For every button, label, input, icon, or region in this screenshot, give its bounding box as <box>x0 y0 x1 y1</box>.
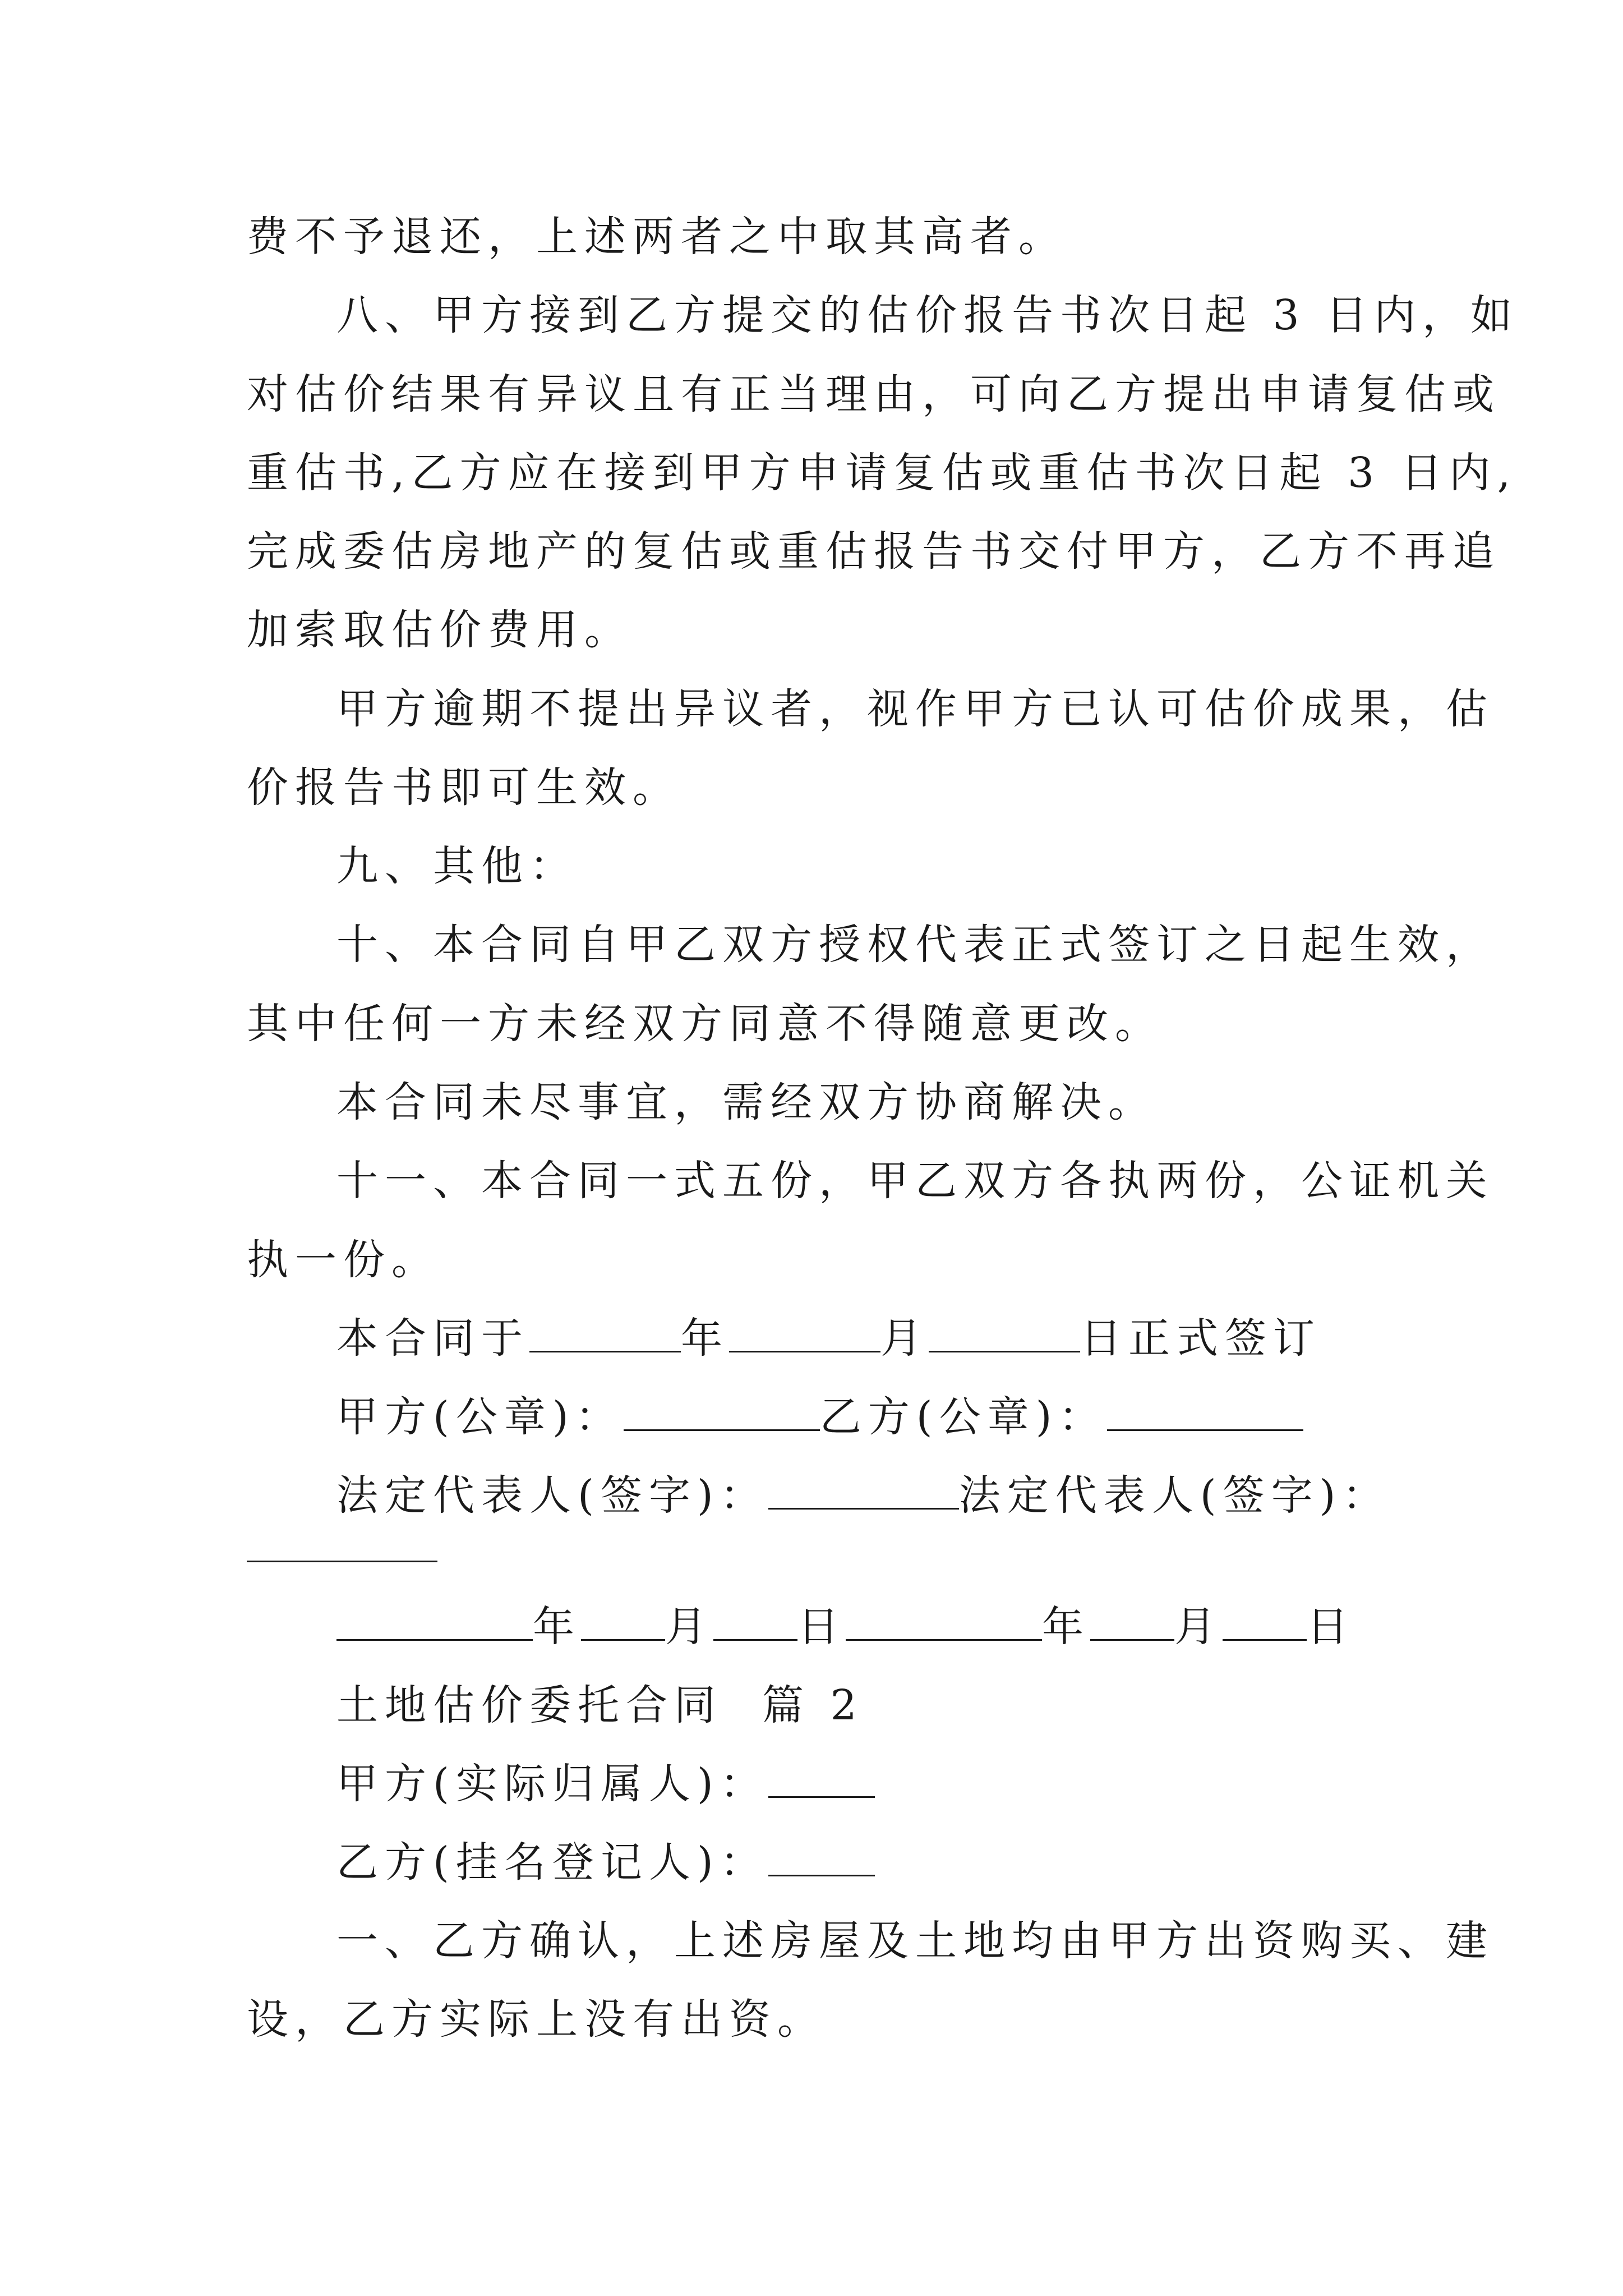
seal-line <box>336 1389 1303 1445</box>
month-label: 月 <box>880 1314 929 1363</box>
paragraph-line: 甲方逾期不提出异议者，视作甲方已认可估价成果，估 <box>336 685 1494 733</box>
party-a-seal-blank <box>624 1390 820 1431</box>
party-b-blank <box>768 1835 875 1876</box>
month-label-b: 月 <box>1174 1603 1223 1651</box>
day-blank-a <box>713 1600 797 1641</box>
day-label-a: 日 <box>797 1603 846 1651</box>
day-label-b: 日 <box>1307 1603 1355 1651</box>
month-blank-b <box>1090 1600 1174 1641</box>
party-b-seal-label: 乙方(公章)： <box>819 1393 1107 1441</box>
party-a-rep-blank <box>768 1469 959 1510</box>
party-b-rep-blank <box>247 1561 437 1562</box>
paragraph-line: 完成委估房地产的复估或重估报告书交付甲方，乙方不再追 <box>247 527 1501 576</box>
paragraph-line: 十一、本合同一式五份，甲乙双方各执两份，公证机关 <box>336 1157 1494 1205</box>
party-a-seal-label: 甲方(公章)： <box>336 1393 624 1441</box>
year-blank-a <box>336 1600 533 1641</box>
paragraph-line: 加索取估价费用。 <box>247 606 633 654</box>
party-b-rep-label: 法定代表人(签字)： <box>958 1471 1391 1520</box>
dates-line <box>336 1599 1355 1655</box>
party-a-blank <box>768 1757 875 1798</box>
year-label-b: 年 <box>1042 1603 1090 1651</box>
paragraph-line: 九、其他： <box>336 842 578 890</box>
paragraph-line: 一、乙方确认，上述房屋及土地均由甲方出资购买、建 <box>336 1917 1494 1965</box>
day-blank-b <box>1223 1600 1307 1641</box>
paragraph-line: 价报告书即可生效。 <box>247 763 681 812</box>
party-a-line <box>336 1756 875 1812</box>
paragraph-line: 十、本合同自甲乙双方授权代表正式签订之日起生效， <box>336 921 1494 969</box>
year-blank <box>529 1312 681 1352</box>
month-blank <box>729 1312 880 1352</box>
party-b-seal-blank <box>1107 1390 1303 1431</box>
paragraph-line: 八、甲方接到乙方提交的估价报告书次日起 3 日内，如 <box>336 291 1519 339</box>
year-label: 年 <box>681 1314 729 1363</box>
paragraph-line: 费不予退还，上述两者之中取其高者。 <box>247 213 1067 261</box>
paragraph-line: 其中任何一方未经双方同意不得随意更改。 <box>247 1000 1163 1048</box>
month-label-a: 月 <box>665 1603 713 1651</box>
paragraph-line: 设，乙方实际上没有出资。 <box>247 1995 826 2044</box>
party-a-rep-label: 法定代表人(签字)： <box>336 1471 768 1520</box>
party-a-label: 甲方(实际归属人)： <box>336 1760 768 1808</box>
signing-date-line <box>336 1310 1321 1366</box>
paragraph-line: 重估书,乙方应在接到甲方申请复估或重估书次日起 3 日内, <box>247 449 1518 497</box>
paragraph-line: 执一份。 <box>247 1236 440 1284</box>
paragraph-line: 对估价结果有异议且有正当理由，可向乙方提出申请复估或 <box>247 370 1501 418</box>
party-b-line <box>336 1834 875 1890</box>
party-b-label: 乙方(挂名登记人)： <box>336 1838 768 1887</box>
month-blank-a <box>581 1600 665 1641</box>
day-label: 日正式签订 <box>1080 1314 1321 1363</box>
day-blank <box>929 1312 1080 1352</box>
section-title: 土地估价委托合同 篇 2 <box>336 1681 864 1729</box>
sign-date-prefix: 本合同于 <box>336 1314 529 1363</box>
representative-line <box>336 1467 1391 1524</box>
year-blank-b <box>846 1600 1042 1641</box>
year-label-a: 年 <box>533 1603 581 1651</box>
paragraph-line: 本合同未尽事宜，需经双方协商解决。 <box>336 1078 1156 1126</box>
